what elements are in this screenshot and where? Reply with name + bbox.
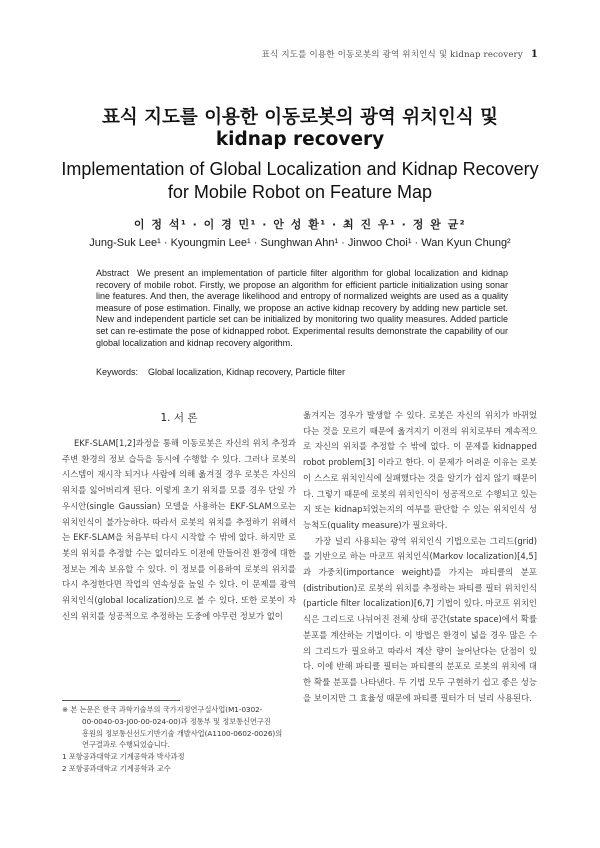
left-column (62, 408, 296, 624)
keywords (96, 367, 508, 377)
abstract-label: Abstract (96, 268, 130, 278)
footnote-divider (62, 700, 180, 701)
abstract-text: We present an implementation of particle filter algorithm for global localization and kidnap recovery of mobile robot. Firstly, we propose an algorithm for efficient particle initialization using sonar line features. And then, the average likelihood and entropy of normalized weights are used as a quality measure of pose estimation. Finally, we propose an active kidnap recovery by adding new particle set. New and independent particle set can be initialized by monitoring two quality measures. Added particle set can re-estimate the pose of kidnapped robot. Experimental results demonstrate the capability of our global localization and kidnap recovery algorithm. (96, 268, 508, 348)
paper-title-korean-line1: 표식 지도를 이용한 이동로봇의 광역 위치인식 및 (101, 107, 499, 128)
section-title-introduction: 1. 서 론 (160, 412, 198, 424)
paper-title-korean-line2: kidnap recovery (215, 129, 385, 150)
running-header-text: 표식 지도를 이용한 이동로봇의 광역 위치인식 및 kidnap recovery (261, 50, 523, 60)
right-paragraph-1: 옮겨지는 경우가 발생할 수 있다. 로봇은 자신의 위치가 바뀌었다는 것을 모르기 때문에 옮겨지기 이전의 위치로부터 계속적으로 자신의 위치를 추정할 수 밖에 없다. 이 문제를 kidnapped robot problem[3] 이라고 한다. 이 문제가 어려운 이유는 로봇이 스스로 위치인식에 실패했다는 것을 알기가 쉽지 않기 때문이다. 그렇기 때문에 로봇의 위치인식이 성공적으로 수행되고 있는지 또는 kidnap되었는지의 여부를 판단할 수 있는 위치인식 성능척도(quality measure)가 필요하다. (303, 410, 537, 530)
left-paragraph: EKF-SLAM[1,2]과정을 통해 이동로봇은 자신의 위치 추정과 주변 환경의 정보 습득을 동시에 수행할 수 있다. 그러나 로봇의 시스템이 재시작 되거나 사람에 의해 옮겨질 경우 로봇은 자신의 위치를 잃어버리게 된다. 이렇게 초기 위치를 모를 경우 단일 가우시안(single Gaussian) 모델을 사용하는 EKF-SLAM으로는 위치인식이 불가능하다. 따라서 로봇의 위치를 추정하기 위해서는 EKF-SLAM을 처음부터 다시 시작할 수 밖에 없다. 하지만 로봇의 위치를 추정할 수는 없더라도 이전에 만들어진 환경에 대한 정보는 계속 보유할 수 있다. 이 정보를 이용하여 로봇의 위치를 다시 추정한다면 작업의 연속성을 높일 수 있다. 이 문제를 광역 위치인식(global localization)으로 볼 수 있다. 또한 로봇이 자신의 위치를 성공적으로 추정하는 도중에 아무런 정보가 없이 (62, 438, 296, 621)
footnote-affiliation-2: 2 포항공과대학교 기계공학과 교수 (62, 763, 171, 773)
footnote-acknowledgement (62, 704, 296, 716)
footnote-ack-line1: 본 논문은 한국 과학기술부의 국가지정연구실사업(M1-0302- (70, 705, 263, 714)
footnotes (62, 704, 296, 775)
right-paragraph-2: 가장 널리 사용되는 광역 위치인식 기법으로는 그리드(grid)를 기반으로 하는 마코프 위치인식(Markov localization)[4,5]과 가중치(importance weight)를 가지는 파티클의 분포(distribution)로 로봇의 위치를 추정하는 파티클 필터 위치인식(particle filter localization)[6,7] 기법이 있다. 마코프 위치인식은 그리드로 나뉘어진 전체 상태 공간(state space)에서 확률 분포를 계산하는 기법이다. 이 방법은 환경이 넓을 경우 많은 수의 그리드가 필요하고 따라서 계산 량이 늘어난다는 단점이 있다. 이에 반해 파티클 필터는 파티클의 분포로 로봇의 위치에 대한 확률 분포를 나타낸다. 두 기법 모두 구현하기 쉽고 좋은 성능을 보이지만 그 효율성 때문에 파티클 필터가 더 널리 사용된다. (303, 535, 537, 703)
keywords-text: Global localization, Kidnap recovery, Particle filter (148, 367, 345, 377)
page-number: 1 (530, 49, 538, 60)
footnote-ack-line3: 흥원의 정보통신선도기반기술 개발사업(A1100-0602-0026)의 (82, 728, 283, 738)
paper-title-english-line1: Implementation of Global Localization and Kidnap Recovery (61, 159, 539, 179)
authors-korean: 이 정 석¹ · 이 경 민¹ · 안 성 환¹ · 최 진 우¹ · 정 완 균² (133, 218, 467, 231)
keywords-label: Keywords: (96, 367, 139, 377)
footnote-star-marker: ※ (62, 705, 69, 714)
authors-english: Jung-Suk Lee¹ · Kyoungmin Lee¹ · Sunghwan Ahn¹ · Jinwoo Choi¹ · Wan Kyun Chung² (89, 237, 511, 249)
running-header (262, 48, 538, 60)
abstract (96, 268, 508, 349)
right-column (303, 408, 537, 706)
paper-title-english (0, 158, 600, 204)
footnote-ack-line2: 00-0040-03-J00-00-024-00)과 정통부 및 정보통신연구진 (82, 716, 271, 726)
footnote-ack-line4: 연구결과로 수행되었습니다. (82, 740, 170, 750)
paper-title-english-line2: for Mobile Robot on Feature Map (167, 182, 433, 202)
footnote-affiliation-1: 1 포항공과대학교 기계공학과 박사과정 (62, 752, 185, 762)
